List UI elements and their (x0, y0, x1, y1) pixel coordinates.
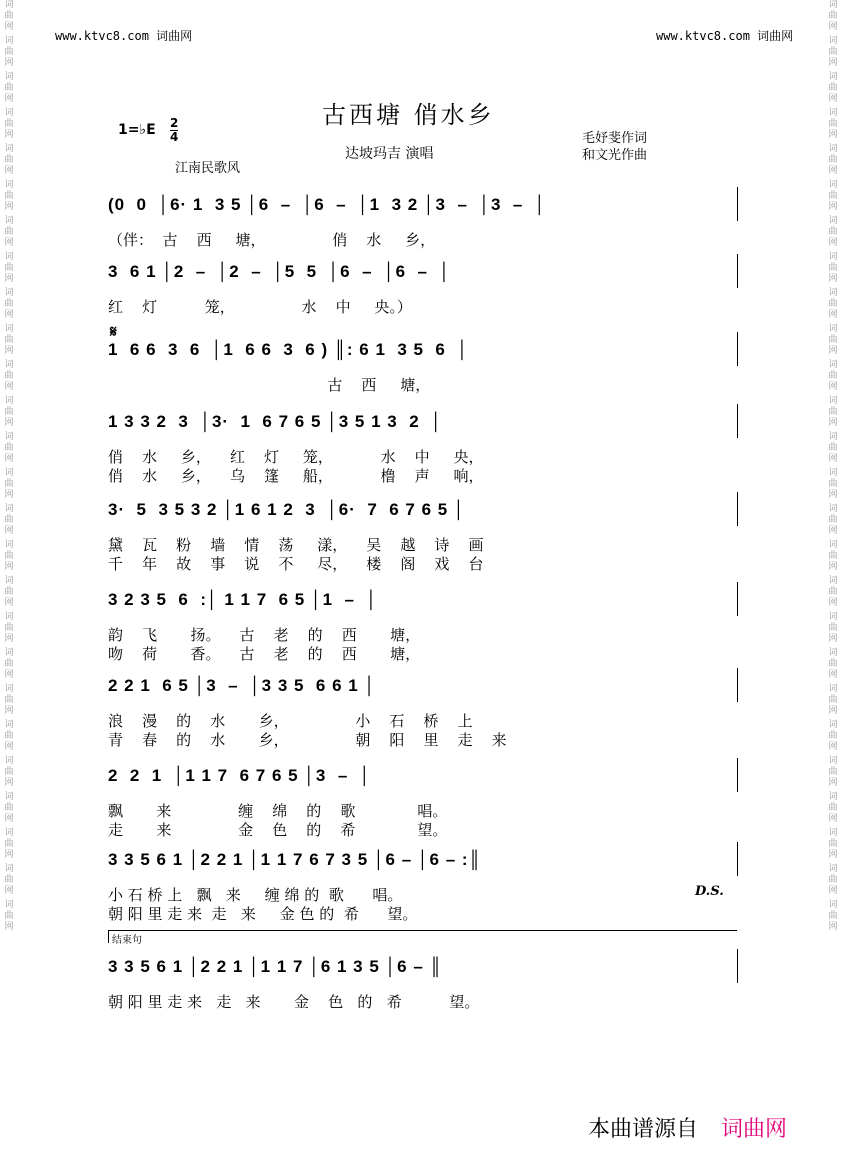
lyricist-label: 毛妤斐作词 (582, 131, 648, 146)
song-title: 古西塘 俏水乡 (322, 101, 495, 129)
side-watermark-text: 词曲网 (4, 684, 14, 716)
lyrics-line: 青 春 的 水 乡， 朝 阳 里 走 来 (108, 731, 507, 749)
side-watermark-text: 词曲网 (4, 72, 14, 104)
ending-bracket (108, 930, 737, 943)
side-watermark-text: 词曲网 (4, 756, 14, 788)
right-side-watermark (826, 0, 840, 1171)
lyrics-line: 浪 漫 的 水 乡， 小 石 桥 上 (108, 712, 473, 730)
notation-line: 3 3 5 6 1 │2 2 1 │1 1 7 │6 1 3 5 │6 – ║ (108, 957, 443, 976)
side-watermark-text: 词曲网 (828, 180, 838, 212)
side-watermark-text: 词曲网 (828, 396, 838, 428)
notation-line: 3 2 3 5 6 :│ 1 1 7 6 5 │1 – │ (108, 590, 379, 609)
side-watermark-text: 词曲网 (4, 792, 14, 824)
side-watermark-text: 词曲网 (828, 432, 838, 464)
side-watermark-text: 词曲网 (828, 288, 838, 320)
notation-line: 1 3 3 2 3 │3· 1 6 7 6 5 │3 5 1 3 2 │ (108, 412, 443, 431)
singer-label: 达坡玛吉 演唱 (345, 146, 434, 162)
notation-line: 1 6 6 3 6 │1 6 6 3 6 ) ║: 6 1 3 5 6 │ (108, 340, 469, 359)
side-watermark-text: 词曲网 (4, 216, 14, 248)
side-watermark-text: 词曲网 (828, 468, 838, 500)
side-watermark-text: 词曲网 (828, 72, 838, 104)
time-top: 2 (170, 116, 179, 130)
lyrics-line: 俏 水 乡， 红 灯 笼， 水 中 央， (108, 448, 484, 466)
style-label: 江南民歌风 (175, 161, 241, 176)
side-watermark-text: 词曲网 (4, 504, 14, 536)
side-watermark-text: 词曲网 (828, 792, 838, 824)
side-watermark-text: 词曲网 (828, 0, 838, 32)
side-watermark-text: 词曲网 (4, 144, 14, 176)
system-end-barline (737, 758, 738, 792)
footer-brand[interactable]: 词曲网 (721, 1117, 788, 1142)
lyrics-line: 古 西 塘， (108, 376, 431, 394)
side-watermark-text: 词曲网 (828, 36, 838, 68)
side-watermark-text: 词曲网 (4, 288, 14, 320)
system-end-barline (737, 404, 738, 438)
system-end-barline (737, 492, 738, 526)
lyrics-line: 红 灯 笼， 水 中 央。） (108, 298, 412, 316)
lyrics-line: 俏 水 乡， 乌 篷 船， 橹 声 响， (108, 467, 484, 485)
notation-line: 2 2 1 │1 1 7 6 7 6 5 │3 – │ (108, 766, 372, 785)
segno-mark: 𝄋 (110, 322, 117, 341)
ds-mark: D.S. (695, 884, 724, 899)
left-side-watermark (2, 0, 16, 1171)
key-label: 1=♭E (118, 122, 156, 138)
side-watermark-text: 词曲网 (4, 648, 14, 680)
lyrics-line: 黛 瓦 粉 墙 情 荡 漾， 吴 越 诗 画 (108, 536, 484, 554)
notation-line: 3· 5 3 5 3 2 │1 6 1 2 3 │6· 7 6 7 6 5 │ (108, 500, 466, 519)
side-watermark-text: 词曲网 (828, 900, 838, 932)
side-watermark-text: 词曲网 (828, 540, 838, 572)
time-signature (170, 117, 178, 144)
side-watermark-text: 词曲网 (4, 0, 14, 32)
side-watermark-text: 词曲网 (828, 828, 838, 860)
side-watermark-text: 词曲网 (828, 252, 838, 284)
notation-line: 2 2 1 6 5 │3 – │3 3 5 6 6 1 │ (108, 676, 377, 695)
side-watermark-text: 词曲网 (828, 504, 838, 536)
side-watermark-text: 词曲网 (4, 900, 14, 932)
header-site-right[interactable]: www.ktvc8.com 词曲网 (656, 29, 794, 43)
lyrics-line: 飘 来 缠 绵 的 歌 唱。 (108, 802, 448, 820)
side-watermark-text: 词曲网 (828, 576, 838, 608)
side-watermark-text: 词曲网 (4, 180, 14, 212)
lyrics-line: 韵 飞 扬。 古 老 的 西 塘， (108, 626, 421, 644)
lyrics-line: 朝 阳 里 走 来 走 来 金 色 的 希 望。 (108, 905, 418, 923)
side-watermark-text: 词曲网 (4, 612, 14, 644)
lyrics-line: 千 年 故 事 说 不 尽， 楼 阁 戏 台 (108, 555, 484, 573)
side-watermark-text: 词曲网 (828, 108, 838, 140)
side-watermark-text: 词曲网 (4, 324, 14, 356)
system-end-barline (737, 254, 738, 288)
side-watermark-text: 词曲网 (4, 720, 14, 752)
side-watermark-text: 词曲网 (4, 540, 14, 572)
side-watermark-text: 词曲网 (4, 360, 14, 392)
lyrics-line: 走 来 金 色 的 希 望。 (108, 821, 448, 839)
side-watermark-text: 词曲网 (828, 864, 838, 896)
side-watermark-text: 词曲网 (4, 36, 14, 68)
system-end-barline (737, 187, 738, 221)
notation-line: 3 6 1 │2 – │2 – │5 5 │6 – │6 – │ (108, 262, 452, 281)
header-site-left[interactable]: www.ktvc8.com 词曲网 (55, 29, 193, 43)
lyrics-line: 朝 阳 里 走 来 走 来 金 色 的 希 望。 (108, 993, 480, 1011)
side-watermark-text: 词曲网 (4, 432, 14, 464)
side-watermark-text: 词曲网 (4, 864, 14, 896)
side-watermark-text: 词曲网 (828, 360, 838, 392)
side-watermark-text: 词曲网 (828, 756, 838, 788)
footer-source (588, 1112, 787, 1143)
side-watermark-text: 词曲网 (4, 828, 14, 860)
system-end-barline (737, 668, 738, 702)
lyrics-line: （伴： 古 西 塘， 俏 水 乡， (108, 231, 436, 249)
side-watermark-text: 词曲网 (828, 324, 838, 356)
ending-label: 结束句 (112, 935, 142, 946)
footer-prefix: 本曲谱源自 (588, 1117, 699, 1142)
side-watermark-text: 词曲网 (828, 684, 838, 716)
system-end-barline (737, 582, 738, 616)
side-watermark-text: 词曲网 (828, 720, 838, 752)
side-watermark-text: 词曲网 (4, 396, 14, 428)
time-bottom: 4 (170, 130, 179, 144)
lyrics-line: 小 石 桥 上 飘 来 缠 绵 的 歌 唱。 (108, 886, 403, 904)
side-watermark-text: 词曲网 (4, 252, 14, 284)
notation-line: (0 0 │6· 1 3 5 │6 – │6 – │1 3 2 │3 – │3 – │ (108, 195, 547, 214)
side-watermark-text: 词曲网 (828, 648, 838, 680)
system-end-barline (737, 842, 738, 876)
side-watermark-text: 词曲网 (4, 576, 14, 608)
side-watermark-text: 词曲网 (4, 468, 14, 500)
key-signature (118, 122, 156, 138)
side-watermark-text: 词曲网 (828, 216, 838, 248)
composer-label: 和文光作曲 (582, 148, 648, 163)
side-watermark-text: 词曲网 (828, 144, 838, 176)
side-watermark-text: 词曲网 (4, 108, 14, 140)
system-end-barline (737, 332, 738, 366)
system-end-barline (737, 949, 738, 983)
notation-line: 3 3 5 6 1 │2 2 1 │1 1 7 6 7 3 5 │6 – │6 – :║ (108, 850, 482, 869)
lyrics-line: 吻 荷 香。 古 老 的 西 塘， (108, 645, 421, 663)
side-watermark-text: 词曲网 (828, 612, 838, 644)
